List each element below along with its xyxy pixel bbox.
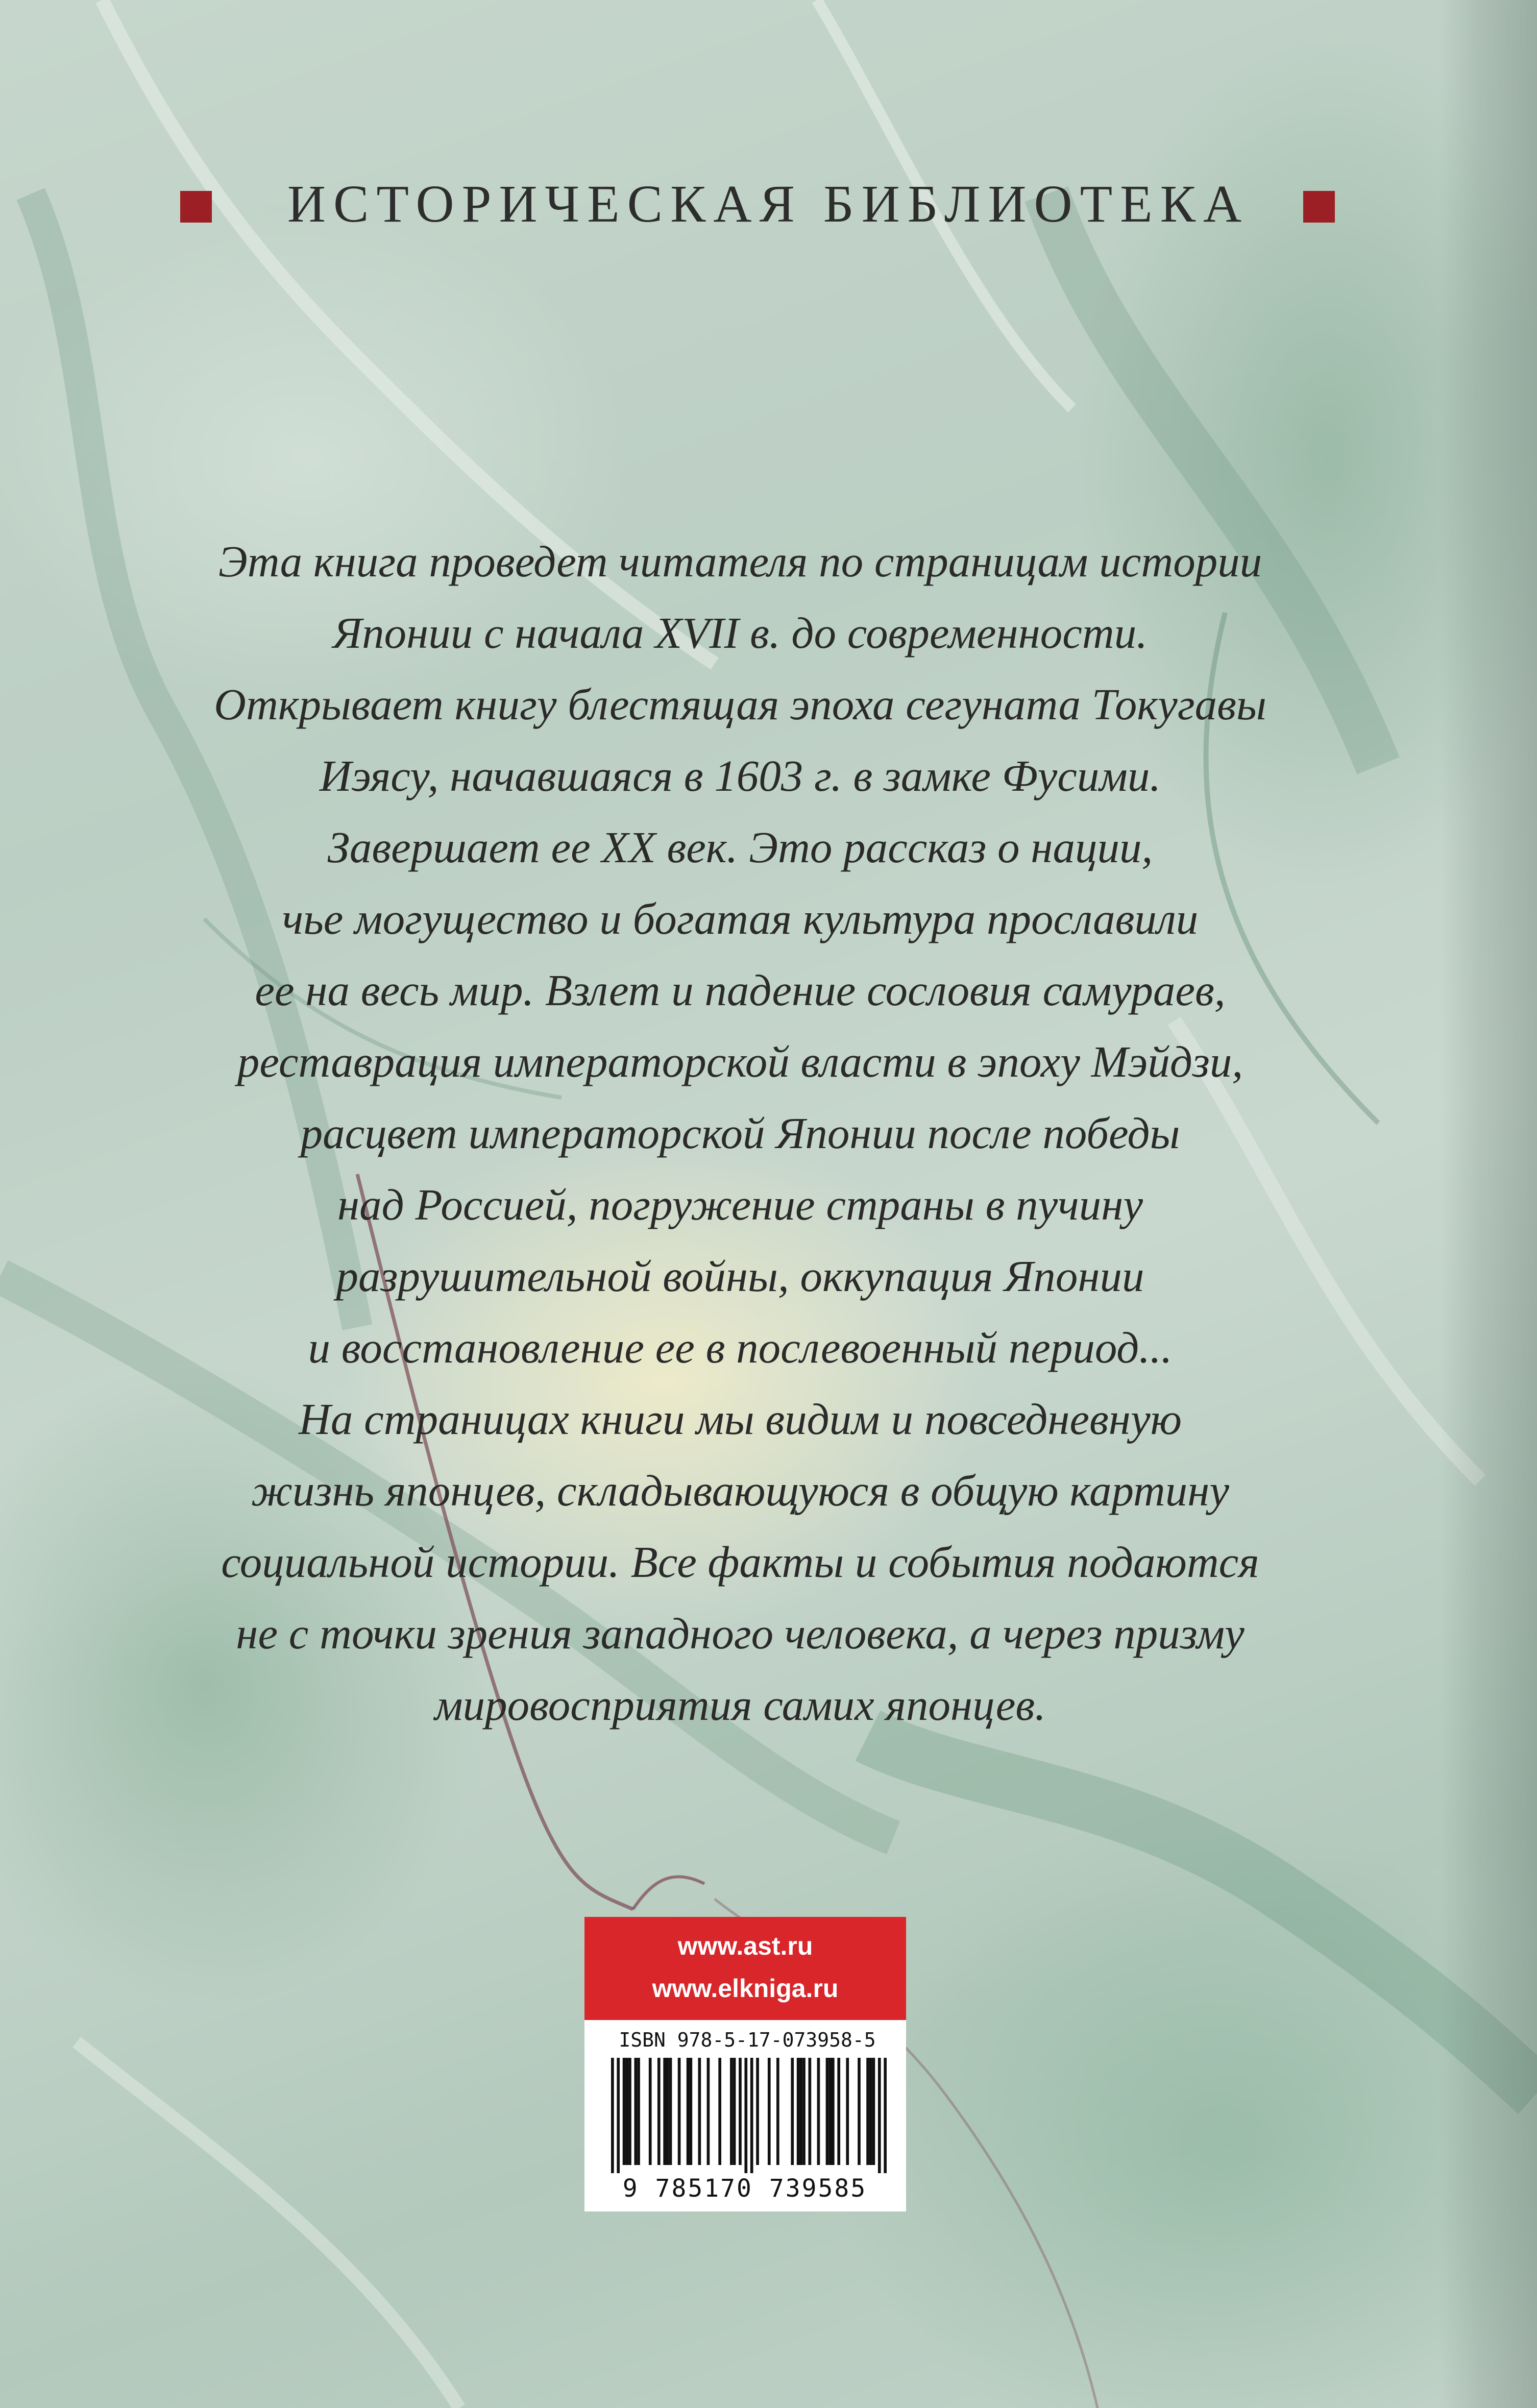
barcode-bar: [637, 2058, 640, 2165]
barcode-bar: [666, 2058, 669, 2165]
barcode-bar: [625, 2058, 628, 2165]
annotation-line: Открывает книгу блестящая эпоха сегуната Токугавы: [214, 679, 1266, 729]
barcode-bar: [649, 2058, 652, 2165]
barcode-box: [584, 2020, 906, 2211]
barcode-bar: [733, 2058, 736, 2165]
barcode-bar: [872, 2058, 875, 2165]
series-header: [0, 174, 1537, 235]
barcode-bar: [669, 2058, 672, 2165]
annotation-line: реставрация императорской власти в эпоху Мэйдзи,: [237, 1037, 1243, 1086]
publisher-urls-box: [584, 1917, 906, 2020]
barcode-bar: [689, 2058, 692, 2165]
barcode-bar: [768, 2058, 771, 2165]
barcode-bar: [837, 2058, 840, 2165]
barcode-bar: [826, 2058, 829, 2165]
barcode-bar: [634, 2058, 637, 2165]
barcode-bar: [611, 2058, 614, 2173]
annotation-line: над Россией, погружение страны в пучину: [337, 1180, 1143, 1229]
annotation-line: Японии с начала XVII в. до современности.: [332, 608, 1148, 658]
barcode-bar: [858, 2058, 861, 2165]
annotation-line: жизнь японцев, складывающуюся в общую картину: [251, 1466, 1229, 1515]
annotation-line: расцвет императорской Японии после победы: [300, 1108, 1180, 1158]
barcode-bar: [884, 2058, 887, 2173]
barcode-bar: [687, 2058, 690, 2165]
barcode: [611, 2058, 887, 2173]
series-title: ИСТОРИЧЕСКАЯ БИБЛИОТЕКА: [287, 175, 1250, 233]
marble-vein: [633, 1877, 704, 1909]
barcode-bar: [797, 2058, 800, 2165]
barcode-bar: [817, 2058, 820, 2165]
decorative-square-left: [180, 191, 212, 223]
barcode-bar: [846, 2058, 849, 2165]
barcode-bar: [866, 2058, 869, 2165]
barcode-bar: [802, 2058, 806, 2165]
barcode-bar: [678, 2058, 681, 2165]
spine-shadow: [1440, 0, 1537, 2408]
barcode-bar: [739, 2058, 742, 2165]
publisher-url-ast[interactable]: www.ast.ru: [677, 1932, 813, 1960]
barcode-bar: [623, 2058, 626, 2165]
barcode-bar: [756, 2058, 759, 2165]
barcode-bar: [698, 2058, 701, 2165]
decorative-square-right: [1303, 191, 1335, 223]
barcode-bar: [663, 2058, 666, 2165]
barcode-bar: [791, 2058, 794, 2165]
barcode-bar: [628, 2058, 631, 2165]
annotation-line: На страницах книги мы видим и повседневную: [299, 1394, 1182, 1444]
annotation-line: и восстановление ее в послевоенный период...: [308, 1323, 1173, 1372]
barcode-bar: [718, 2058, 721, 2165]
barcode-digits: 9 785170 739585: [622, 2174, 867, 2203]
annotation-line: разрушительной войны, оккупация Японии: [336, 1251, 1144, 1301]
annotation-line: ее на весь мир. Взлет и падение сословия самураев,: [255, 965, 1226, 1015]
annotation-line: чье могущество и богатая культура прославили: [282, 894, 1199, 943]
isbn-label: ISBN 978-5-17-073958-5: [619, 2029, 876, 2051]
barcode-bar: [750, 2058, 753, 2173]
barcode-bar: [730, 2058, 733, 2165]
barcode-bar: [832, 2058, 835, 2165]
barcode-bar: [707, 2058, 710, 2165]
barcode-bar: [828, 2058, 832, 2165]
annotation-line: социальной истории. Все факты и события подаются: [221, 1537, 1259, 1587]
barcode-bar: [799, 2058, 802, 2165]
barcode-bar: [657, 2058, 661, 2165]
annotation-line: Завершает ее XX век. Это рассказ о нации,: [327, 822, 1153, 872]
barcode-bar: [869, 2058, 872, 2165]
annotation-line: мировосприятия самих японцев.: [434, 1680, 1046, 1730]
barcode-bar: [617, 2058, 620, 2173]
barcode-bar: [744, 2058, 747, 2173]
publisher-barcode-block: [584, 1917, 906, 2211]
annotation-line: не с точки зрения западного человека, а через призму: [236, 1609, 1245, 1658]
barcode-bar: [809, 2058, 812, 2165]
marble-vein: [77, 2042, 459, 2408]
barcode-bar: [878, 2058, 881, 2173]
barcode-bar: [776, 2058, 779, 2165]
annotation-line: Эта книга проведет читателя по страницам истории: [218, 537, 1262, 586]
book-annotation: [153, 526, 1327, 1741]
marble-vein: [868, 1736, 1537, 2093]
publisher-url-elkniga[interactable]: www.elkniga.ru: [652, 1974, 839, 2003]
annotation-line: Иэясу, начавшаяся в 1603 г. в замке Фусими.: [319, 751, 1161, 800]
